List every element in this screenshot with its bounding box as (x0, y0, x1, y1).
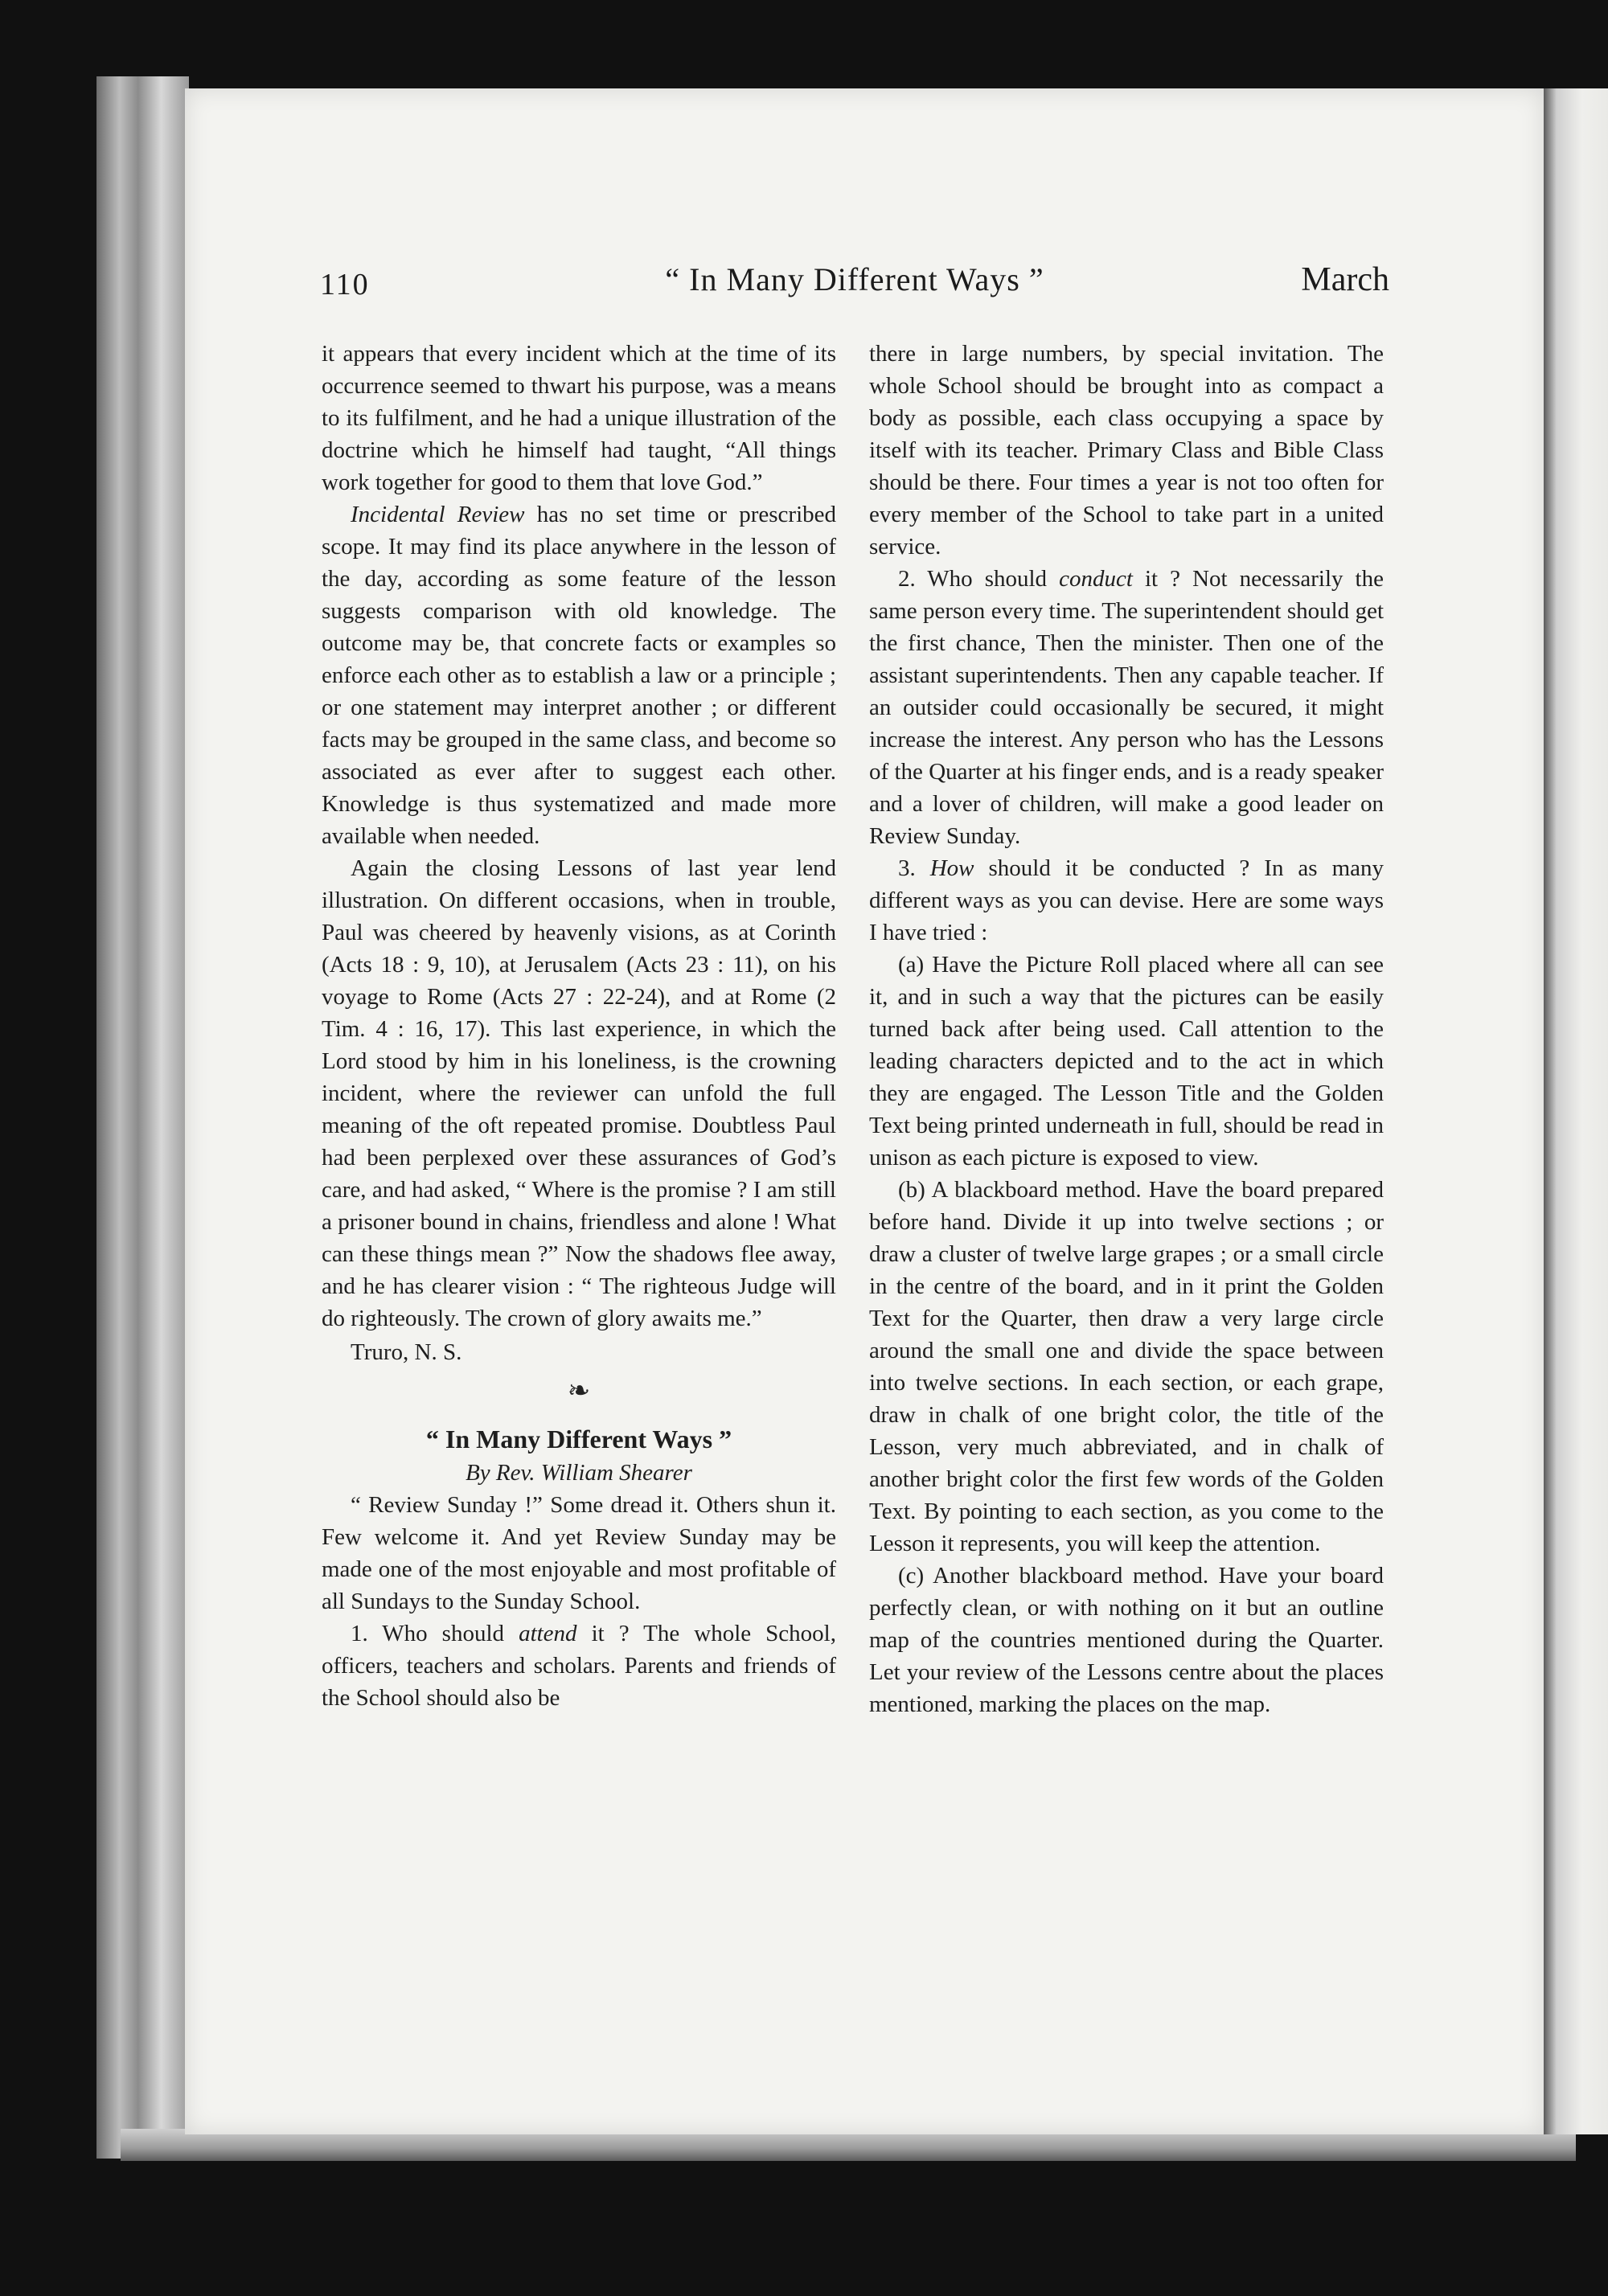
emphasis: conduct (1059, 566, 1133, 592)
paragraph: (b) A blackboard method. Have the board prepared before hand. Divide it up into twelve sections ; or draw a cluster of twelve large grapes ; or a small circle in the centre of the board, and in it print the Golden Text for the Quarter, then draw a very large circle around the small one and divide the space between into twelve sections. In each section, or each grape, draw in chalk of one bright color, the title of the Lesson, very much abbreviated, and in chalk of another bright color the first few words of the Golden Text. By pointing to each section, as you come to the Lesson it represents, you will keep the attention. (869, 1177, 1384, 1556)
paragraph (322, 498, 836, 852)
paragraph-text: it ? Not necessarily the same person every time. The superintendent should get the first chance, Then the minister. Then one of the assistant superintendents. Then any capable teacher. If an outsider could occasionally be secured, it might increase the interest. Any person who has the Lessons of the Quarter at his finger ends, and is a ready speaker and a lover of children, will make a good leader on Review Sunday. (869, 566, 1384, 849)
paragraph-text: 2. Who should (898, 566, 1060, 592)
paragraph: it appears that every incident which at the time of its occurrence seemed to thwart his purpose, was a means to its fulfilment, and he had a unique illustration of the doctrine which he himself had taught, “All things work together for good to them that love God.” (322, 341, 836, 495)
fleuron-ornament-icon: ❧ (567, 1376, 591, 1406)
running-title: “ In Many Different Ways ” (665, 261, 1044, 297)
paragraph: (a) Have the Picture Roll placed where all can see it, and in such a way that the pictures can be easily turned back after being used. Call attention to the leading characters depicted and to the act in which they are engaged. The Lesson Title and the Golden Text being printed underneath in full, should be read in unison as each picture is exposed to view. (869, 952, 1384, 1171)
paragraph-text: should it be conducted ? In as many different ways as you can devise. Here are some ways I have tried : (869, 855, 1384, 945)
running-header (320, 260, 1389, 309)
paragraph: (c) Another blackboard method. Have your board perfectly clean, or with nothing on it but an outline map of the countries mentioned during the Quarter. Let your review of the Lessons centre about the places mentioned, marking the places on the map. (869, 1563, 1384, 1717)
paragraph: “ Review Sunday !” Some dread it. Others shun it. Few welcome it. And yet Review Sunday may be made one of the most enjoyable and most profitable of all Sundays to the Sunday School. (322, 1492, 836, 1614)
emphasis: Incidental Review (351, 502, 525, 527)
paragraph: Again the closing Lessons of last year lend illustration. On different occasions, when in trouble, Paul was cheered by heavenly visions, as at Corinth (Acts 18 : 9, 10), at Jerusalem (Acts 23 : 11), on his voyage to Rome (Acts 27 : 22-24), and at Rome (2 Tim. 4 : 16, 17). This last experience, in which the Lord stood by him in his loneliness, is the crowning incident, where the reviewer can unfold the full meaning of the oft repeated promise. Doubtless Paul had been perplexed over these assurances of God’s care, and had asked, “ Where is the promise ? I am still a prisoner bound in chains, friendless and alone ! What can these things mean ?” Now the shadows flee away, and he has clearer vision : “ The righteous Judge will do righteously. The crown of glory awaits me.” (322, 855, 836, 1331)
emphasis: How (929, 855, 974, 881)
running-month: March (1301, 261, 1389, 298)
right-column (869, 338, 1384, 1720)
page-number: 110 (320, 268, 370, 301)
article-title: “ In Many Different Ways ” (425, 1425, 732, 1453)
signoff: Truro, N. S. (351, 1339, 462, 1365)
facing-page-edge (1544, 88, 1608, 2134)
paragraph (322, 1617, 836, 1714)
paragraph-text: 3. (898, 855, 930, 881)
emphasis: attend (519, 1621, 577, 1646)
paragraph (869, 852, 1384, 949)
paragraph (869, 563, 1384, 852)
paragraph-text: it ? The whole School, officers, teachers and scholars. Parents and friends of the School should also be (322, 1621, 836, 1711)
paragraph-text: 1. Who should (351, 1621, 519, 1646)
left-column (322, 338, 836, 1714)
book-page-edges (96, 76, 189, 2159)
article-byline: By Rev. William Shearer (466, 1460, 692, 1486)
paragraph-text: has no set time or prescribed scope. It may find its place anywhere in the lesson of the day, according as some feature of the lesson suggests comparison with old knowledge. The outcome may be, that concrete facts or examples so enforce each other as to establish a law or a principle ; or one statement may interpret another ; or different facts may be grouped in the same class, and become so associated as ever after to suggest each other. Knowledge is thus systematized and made more available when needed. (322, 502, 836, 849)
paragraph: there in large numbers, by special invitation. The whole School should be brought into as compact a body as possible, each class occupying a space by itself with its teacher. Primary Class and Bible Class should be there. Four times a year is not too often for every member of the School to take part in a united service. (869, 341, 1384, 560)
